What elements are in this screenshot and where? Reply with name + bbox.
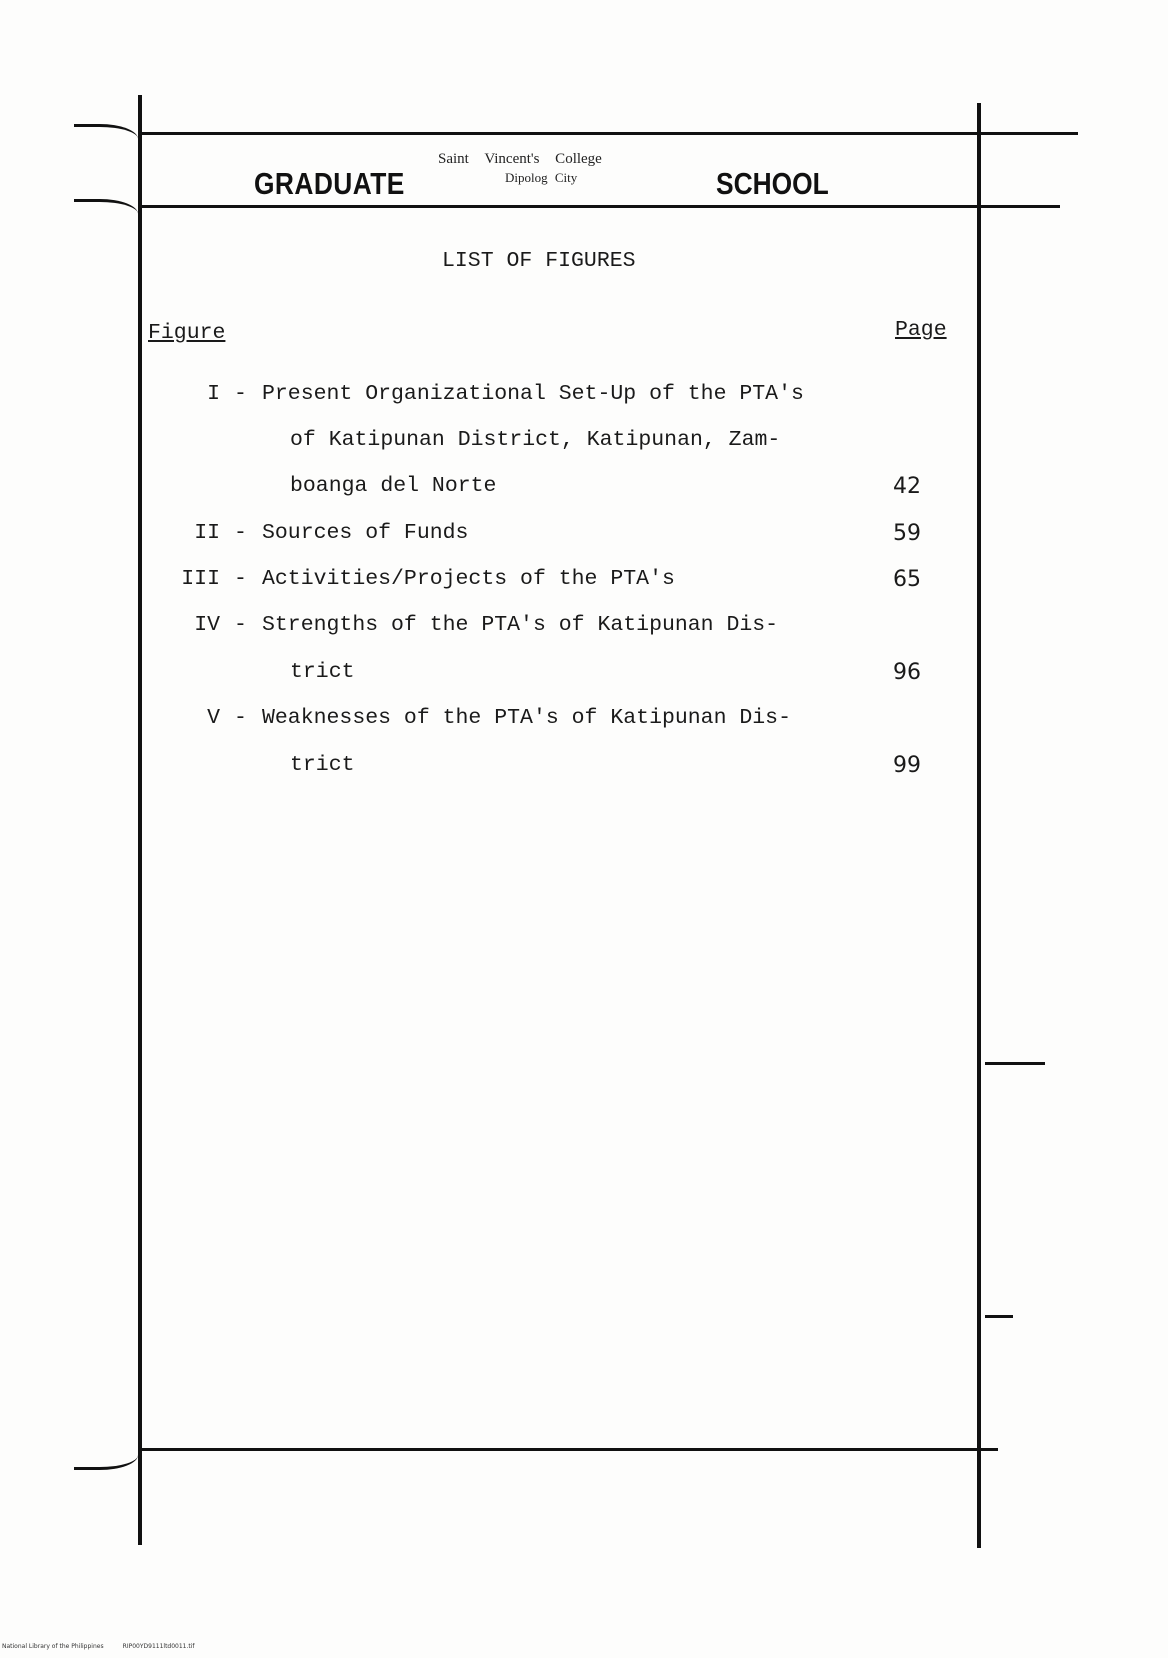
figure-column-header: Figure [148,321,226,345]
page-title: LIST OF FIGURES [442,249,636,273]
page-column-header: Page [895,318,947,342]
figure-number: III [181,567,220,591]
header-bottom-rule [138,205,1060,208]
left-margin-rule [138,95,142,1545]
figure-number: V [207,706,220,730]
figure-caption-line: Activities/Projects of the PTA's [262,567,675,591]
figure-page-number: 99 [893,753,921,778]
footer-library: National Library of the Philippines [2,1643,104,1650]
header-city: Dipolog City [505,170,578,185]
dash: - [234,567,247,591]
figure-caption-line: Weaknesses of the PTA's of Katipunan Dis- [262,706,791,730]
header-college-name: Saint Vincent's College [438,151,602,167]
binding-mark [74,199,138,224]
figure-number: II [194,521,220,545]
right-margin-rule [977,103,981,1548]
right-edge-mark [985,1062,1045,1065]
figure-caption-line: Present Organizational Set-Up of the PTA's [262,382,804,406]
binding-mark [74,1445,138,1470]
header-school: SCHOOL [716,166,829,201]
figure-caption-line: trict [290,660,355,684]
dash: - [234,382,247,406]
footer-rule [138,1448,998,1451]
header-graduate: GRADUATE [254,166,405,201]
figure-page-number: 96 [893,660,921,685]
figure-caption-line: Sources of Funds [262,521,469,545]
figure-page-number: 42 [893,474,921,499]
figure-caption-line: Strengths of the PTA's of Katipunan Dis- [262,613,779,637]
dash: - [234,613,247,637]
figure-number: I [207,382,220,406]
binding-mark [74,124,138,149]
figure-page-number: 65 [893,567,921,592]
scan-footer [2,1643,195,1650]
header-top-rule [138,132,1078,135]
figure-caption-line: of Katipunan District, Katipunan, Zam- [290,428,781,452]
figure-caption-line: boanga del Norte [290,474,497,498]
figure-number: IV [194,613,220,637]
dash: - [234,706,247,730]
figure-caption-line: trict [290,753,355,777]
figure-page-number: 59 [893,521,921,546]
footer-file: RIP00YD9111ltd0011.tif [122,1643,195,1650]
dash: - [234,521,247,545]
right-edge-mark [985,1315,1013,1318]
